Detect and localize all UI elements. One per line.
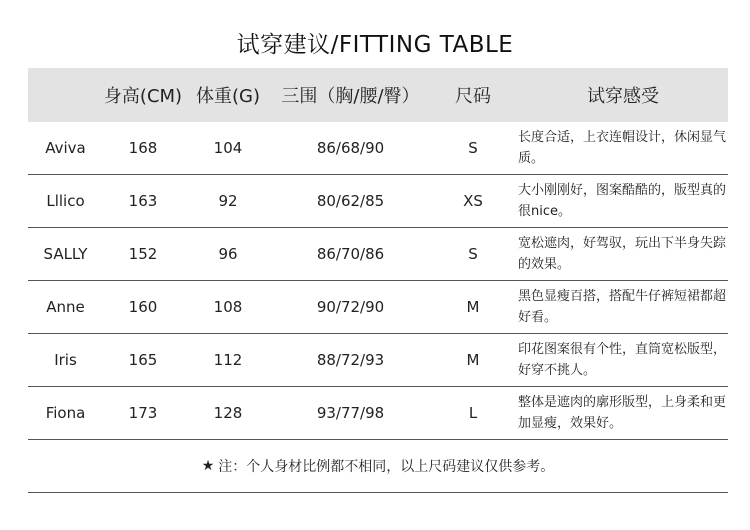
- cell-name: Lllico: [46, 192, 85, 210]
- header-size: 尺码: [455, 86, 491, 107]
- cell-feedback: 黑色显瘦百搭，搭配牛仔裤短裙都超好看。: [518, 289, 727, 325]
- cell-height: 165: [128, 351, 158, 369]
- cell-weight: 104: [213, 139, 243, 157]
- cell-feedback: 大小刚刚好，图案酷酷的，版型真的很nice。: [518, 183, 727, 219]
- cell-measurements: 86/70/86: [316, 245, 385, 263]
- table-row: [28, 122, 728, 175]
- cell-size: XS: [463, 192, 483, 210]
- table-row: [28, 175, 728, 228]
- cell-weight: 128: [213, 404, 243, 422]
- header-weight: 体重(G): [196, 86, 260, 107]
- cell-weight: 92: [218, 192, 238, 210]
- cell-name: Aviva: [45, 139, 86, 157]
- cell-measurements: 93/77/98: [316, 404, 385, 422]
- footer-note: [28, 440, 728, 493]
- table-header: [28, 68, 728, 122]
- page-title: 试穿建议/FITTING TABLE: [236, 32, 514, 58]
- cell-size: S: [468, 139, 478, 157]
- cell-height: 163: [128, 192, 158, 210]
- cell-size: L: [468, 404, 478, 422]
- cell-name: Iris: [54, 351, 77, 369]
- cell-feedback: 印花图案很有个性，直筒宽松版型，好穿不挑人。: [518, 342, 727, 378]
- cell-measurements: 88/72/93: [316, 351, 385, 369]
- star-icon: ★: [201, 458, 215, 474]
- fitting-table: [28, 68, 728, 440]
- cell-name: Anne: [46, 298, 85, 316]
- cell-height: 160: [128, 298, 158, 316]
- cell-feedback: 整体是遮肉的廓形版型，上身柔和更加显瘦，效果好。: [518, 395, 727, 431]
- cell-feedback: 宽松遮肉，好驾驭，玩出下半身失踪的效果。: [518, 236, 727, 272]
- table-row: [28, 387, 728, 440]
- table-row: [28, 281, 728, 334]
- cell-feedback: 长度合适，上衣连帽设计，休闲显气质。: [518, 130, 727, 166]
- cell-name: Fiona: [45, 404, 86, 422]
- header-feedback: 试穿感受: [587, 86, 659, 107]
- cell-weight: 96: [218, 245, 238, 263]
- cell-measurements: 80/62/85: [316, 192, 385, 210]
- header-height: 身高(CM): [103, 86, 183, 107]
- table-row: [28, 334, 728, 387]
- cell-name: SALLY: [43, 245, 88, 263]
- cell-size: M: [466, 298, 480, 316]
- cell-measurements: 90/72/90: [316, 298, 385, 316]
- table-row: [28, 228, 728, 281]
- cell-weight: 112: [213, 351, 243, 369]
- footer-note-text: 注：个人身材比例都不相同，以上尺码建议仅供参考。: [218, 459, 555, 475]
- cell-size: S: [468, 245, 478, 263]
- header-measurements: 三围（胸/腰/臀）: [281, 86, 420, 107]
- cell-weight: 108: [213, 298, 243, 316]
- cell-size: M: [466, 351, 480, 369]
- cell-measurements: 86/68/90: [316, 139, 385, 157]
- cell-height: 152: [128, 245, 158, 263]
- cell-height: 173: [128, 404, 158, 422]
- cell-height: 168: [128, 139, 158, 157]
